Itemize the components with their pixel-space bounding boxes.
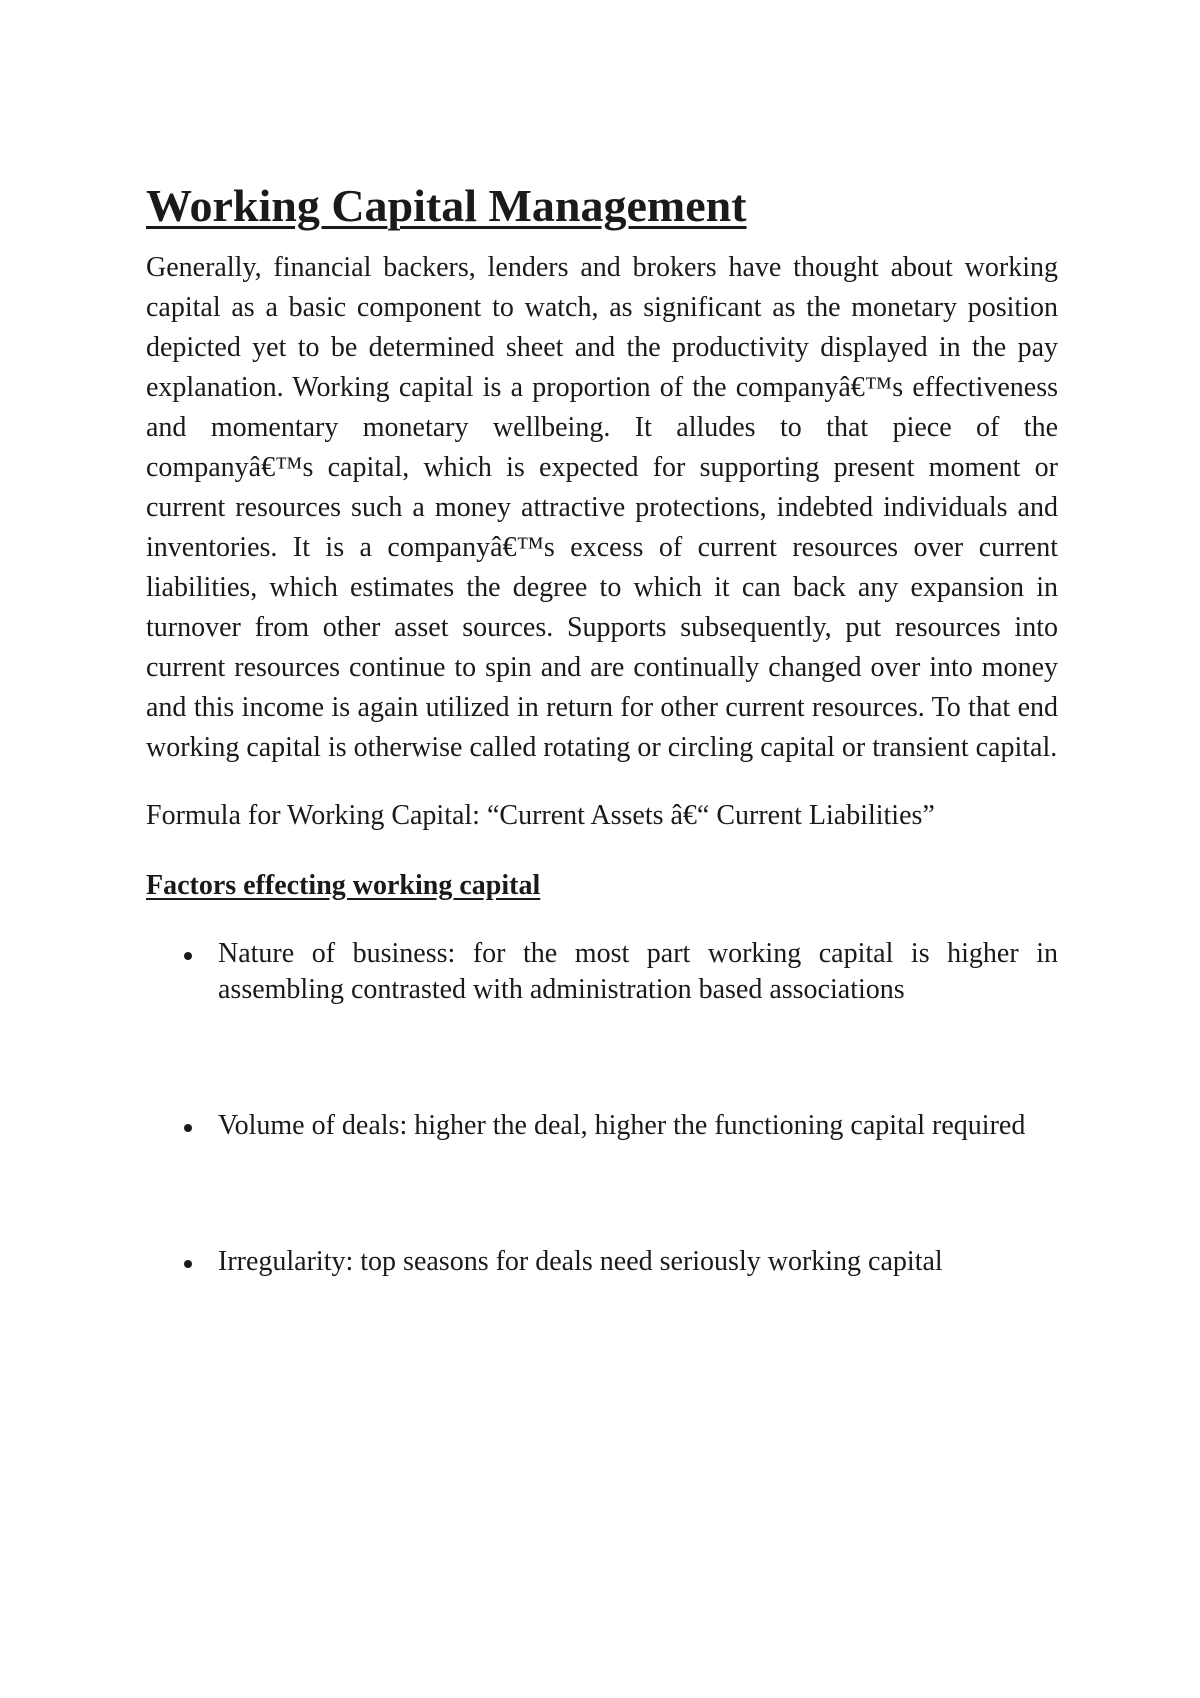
formula-line: Formula for Working Capital: “Current Assets â€“ Current Liabilities” [146, 800, 935, 831]
factor-text: Volume of deals: higher the deal, higher the functioning capital required [218, 1110, 1026, 1141]
bullet-icon [184, 1260, 192, 1268]
bullet-icon [184, 1124, 192, 1132]
factor-text: Irregularity: top seasons for deals need seriously working capital [218, 1246, 943, 1277]
factor-item-nature-of-business [146, 936, 1058, 1008]
document-body [146, 178, 1058, 1380]
factor-item-irregularity [146, 1244, 1058, 1280]
factors-heading: Factors effecting working capital [146, 870, 541, 901]
factor-text: Nature of business: for the most part working capital is higher in assembling contrasted with administration based associations [218, 938, 1058, 1005]
factors-list [146, 936, 1058, 1280]
document-title: Working Capital Management [146, 180, 747, 231]
factor-item-volume-of-deals [146, 1108, 1058, 1144]
bullet-icon [184, 952, 192, 960]
intro-paragraph: Generally, financial backers, lenders and brokers have thought about working capital as a basic component to watch, as significant as the monetary position depicted yet to be determined sheet and the productivity displayed in the pay explanation. Working capital is a proportion of the companyâ€™s effectiveness and momentary monetary wellbeing. It alludes to that piece of the companyâ€™s capital, which is expected for supporting present moment or current resources such a money attractive protections, indebted individuals and inventories. It is a companyâ€™s excess of current resources over current liabilities, which estimates the degree to which it can back any expansion in turnover from other asset sources. Supports subsequently, put resources into current resources continue to spin and are continually changed over into money and this income is again utilized in return for other current resources. To that end working capital is otherwise called rotating or circling capital or transient capital. [146, 252, 1058, 763]
